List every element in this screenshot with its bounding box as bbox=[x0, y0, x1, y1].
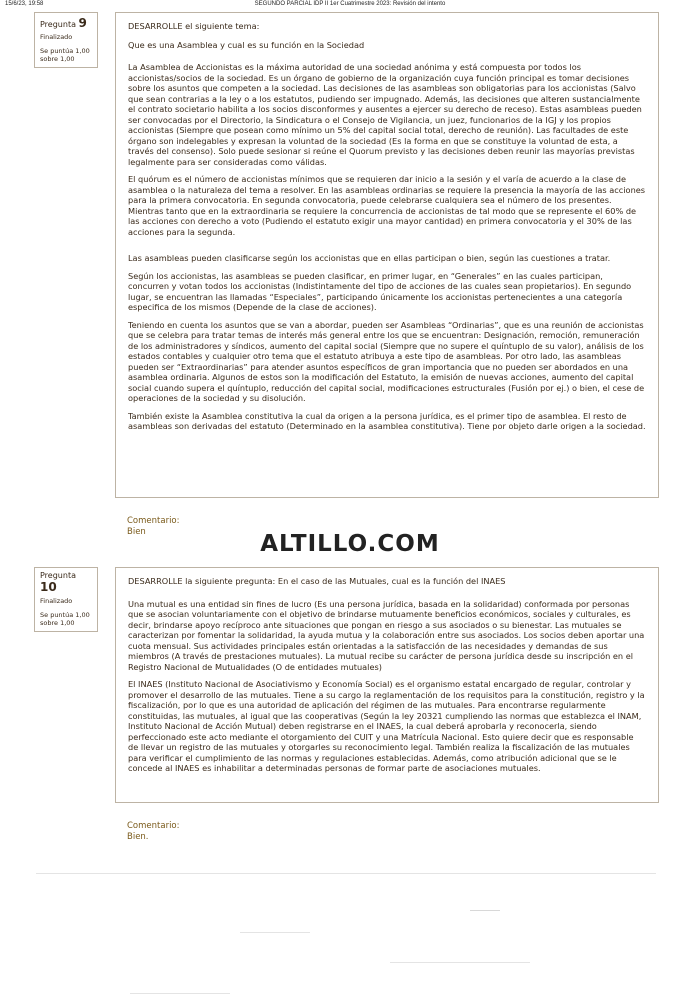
question-grade bbox=[40, 611, 92, 627]
question-label: Pregunta bbox=[40, 20, 76, 29]
question-number: 10 bbox=[40, 580, 57, 594]
question-grade bbox=[40, 47, 92, 63]
answer-paragraph: La Asamblea de Accionistas es la máxima autoridad de una sociedad anónima y está compuesta por todos los accionistas/socios de la sociedad. Es un órgano de gobierno de la organización cuya función principal es tomar decisiones sobre los asuntos que competen a la sociedad. Las decisiones de las asambleas son obligatorias para los accionistas (Salvo que sean contrarias a la ley o a los estatutos, pudiendo ser impugnado. Además, las decisiones que alteren sustancialmente el contrato societario habilita a los socios disconformes y ausentes a ejercer su derecho de receso). Estas asambleas pueden ser convocadas por el Directorio, la Sindicatura o el Consejo de Vigilancia, un juez, funcionarios de la IGJ y los propios accionistas (Siempre que posean como mínimo un 5% del capital social total, derecho de reunión). Las facultades de este órgano son indelegables y expresan la voluntad de la sociedad (Es la forma en que se constituye la voluntad de esta, a través del consenso). Solo puede sesionar si reúne el Quorum previsto y las decisiones deben reunir las mayorías previstas legalmente para ser consideradas como válidas. bbox=[128, 62, 642, 167]
answer-paragraph: Según los accionistas, las asambleas se pueden clasificar, en primer lugar, en “Generales” en las cuales participan, concurren y votan todos los accionistas (Indistintamente del tipo de acciones de las cuales sean propietarios). En segundo lugar, se encuentran las llamadas “Especiales”, participando únicamente los accionistas pertenecientes a una categoría especifica de los mismos (Depende de la clase de acciones). bbox=[128, 270, 632, 312]
question-content-10 bbox=[115, 567, 659, 803]
grade-line-2: sobre 1,00 bbox=[40, 619, 75, 627]
answer-paragraph: El quórum es el número de accionistas mínimos que se requieren dar inicio a la sesión y el varía de acuerdo a la clase de asamblea o la naturaleza del tema a resolver. En las asambleas ordinarias se requiere la presencia la mayoría de las acciones para la primera convocatoria. En segunda convocatoria, puede celebrarse cualquiera sea el número de los presentes. Mientras tanto que en la extraordinaria se requiere la concurrencia de accionistas de tal modo que se represente el 60% de las acciones con derecho a voto (Pudiendo el estatuto exigir una mayor cantidad) en primera convocatoria y el 30% de las acciones para la segunda. bbox=[128, 174, 646, 237]
print-timestamp: 15/6/23, 19:58 bbox=[5, 1, 44, 7]
divider bbox=[240, 932, 310, 933]
question-prompt-detail: Que es una Asamblea y cual es su función en la Sociedad bbox=[128, 39, 365, 50]
watermark-logo: ALTILLO.COM bbox=[260, 531, 440, 557]
grade-line-2: sobre 1,00 bbox=[40, 55, 75, 63]
grade-line-1: Se puntúa 1,00 bbox=[40, 611, 90, 619]
divider bbox=[470, 910, 500, 911]
answer-paragraph: Las asambleas pueden clasificarse según los accionistas que en ellas participan o bien, según las cuestiones a tratar. bbox=[128, 253, 611, 263]
answer-paragraph: Una mutual es una entidad sin fines de lucro (Es una persona jurídica, basada en la solidaridad) conformada por personas que se asocian voluntariamente con el objetivo de brindarse mutuamente beneficios económicos, sociales y culturales, es decir, brindarse apoyo recíproco ante situaciones que pongan en riesgo a sus asociados o su bienestar. Las mutuales se caracterizan por fomentar la solidaridad, la ayuda mutua y la colaboración entre sus asociados. Los socios deben aportar una cuota mensual. Sus actividades principales están orientadas a la satisfacción de las necesidades y demandas de sus miembros (A través de prestaciones mutuales). La mutual recibe su carácter de persona jurídica desde su inscripción en el Registro Nacional de Mutualidades (O de entidades mutuales) bbox=[128, 598, 645, 672]
question-prompt: DESARROLLE la siguiente pregunta: En el caso de las Mutuales, cual es la función del INAES bbox=[128, 576, 506, 586]
divider bbox=[130, 993, 230, 994]
answer-text bbox=[128, 599, 646, 774]
question-number-9 bbox=[40, 16, 92, 30]
comment-label: Comentario: bbox=[127, 516, 180, 526]
answer-paragraph: El INAES (Instituto Nacional de Asociativismo y Economía Social) es el organismo estatal encargado de regular, controlar y promover el desarrollo de las mutuales. Tiene a su cargo la reglamentación de los requisitos para la constitución, registro y la fiscalización, por lo que es una autoridad de aplicación del régimen de las mutuales. Para encontrarse regularmente constituidas, las mutuales, al igual que las cooperativas (Según la ley 20321 cumpliendo las normas que establezca el INAM, Instituto Nacional de Acción Mutual) deben registrarse en el INAES, la cual deberá aprobarla y reconocerla, siendo perfeccionado este acto mediante el otorgamiento del CUIT y una Matrícula Nacional. Esto quiere decir que es responsable de llevar un registro de las mutuales y otorgarles su reconocimiento legal. También realiza la fiscalización de las mutuales para verificar el cumplimiento de las normas y regulaciones establecidas. Además, como atribución adicional que se le concede al INAES es inhabilitar a determinadas personas de formar parte de asociaciones mutuales. bbox=[128, 679, 645, 773]
print-title: SEGUNDO PARCIAL IDP II 1er Cuatrimestre 2023: Revisión del intento bbox=[254, 1, 446, 7]
question-number: 9 bbox=[78, 16, 87, 30]
comment-value: Bien bbox=[127, 527, 146, 537]
question-state: Finalizado bbox=[40, 33, 73, 41]
answer-paragraph: También existe la Asamblea constitutiva la cual da origen a la persona jurídica, es el primer tipo de asamblea. El resto de asambleas son derivadas del estatuto (Determinado en la asamblea constitutiva). Tiene por objeto darle origen a la sociedad. bbox=[128, 410, 646, 431]
question-content-9 bbox=[115, 12, 659, 498]
comment-value: Bien. bbox=[127, 832, 149, 842]
question-state: Finalizado bbox=[40, 597, 73, 605]
question-info-10 bbox=[34, 567, 98, 632]
grade-line-1: Se puntúa 1,00 bbox=[40, 47, 90, 55]
question-info-9 bbox=[34, 12, 98, 68]
question-number-10 bbox=[40, 571, 92, 594]
answer-text bbox=[128, 62, 646, 432]
comment-10 bbox=[127, 821, 180, 843]
comment-label: Comentario: bbox=[127, 821, 180, 831]
question-label: Pregunta bbox=[40, 571, 76, 580]
answer-paragraph: Teniendo en cuenta los asuntos que se van a abordar, pueden ser Asambleas “Ordinarias”, que es una reunión de accionistas que se celebra para tratar temas de interés más general entre los que se encuentran: Designación, remoción, remuneración de los administradores y síndicos, aumento del capital social (Siempre que no supere el quíntuplo de su valor), análisis de los estados contables y cualquier otro tema que el estatuto atribuya a este tipo de asambleas. Por otro lado, las asambleas pueden ser “Extraordinarias” para atender asuntos específicos de gran importancia que no pueden ser abordados en una asamblea ordinaria. Algunos de estos son la modificación del Estatuto, la emisión de nuevas acciones, aumento del capital social cuando supera el quíntuplo, reducción del capital social, modificaciones estructurales (Fusión por ej.) o bien, el cese de operaciones de la sociedad y su disolución. bbox=[128, 319, 645, 403]
print-header bbox=[0, 0, 700, 10]
question-prompt: DESARROLLE el siguiente tema: bbox=[128, 21, 260, 31]
divider bbox=[36, 873, 656, 874]
divider bbox=[390, 962, 530, 963]
